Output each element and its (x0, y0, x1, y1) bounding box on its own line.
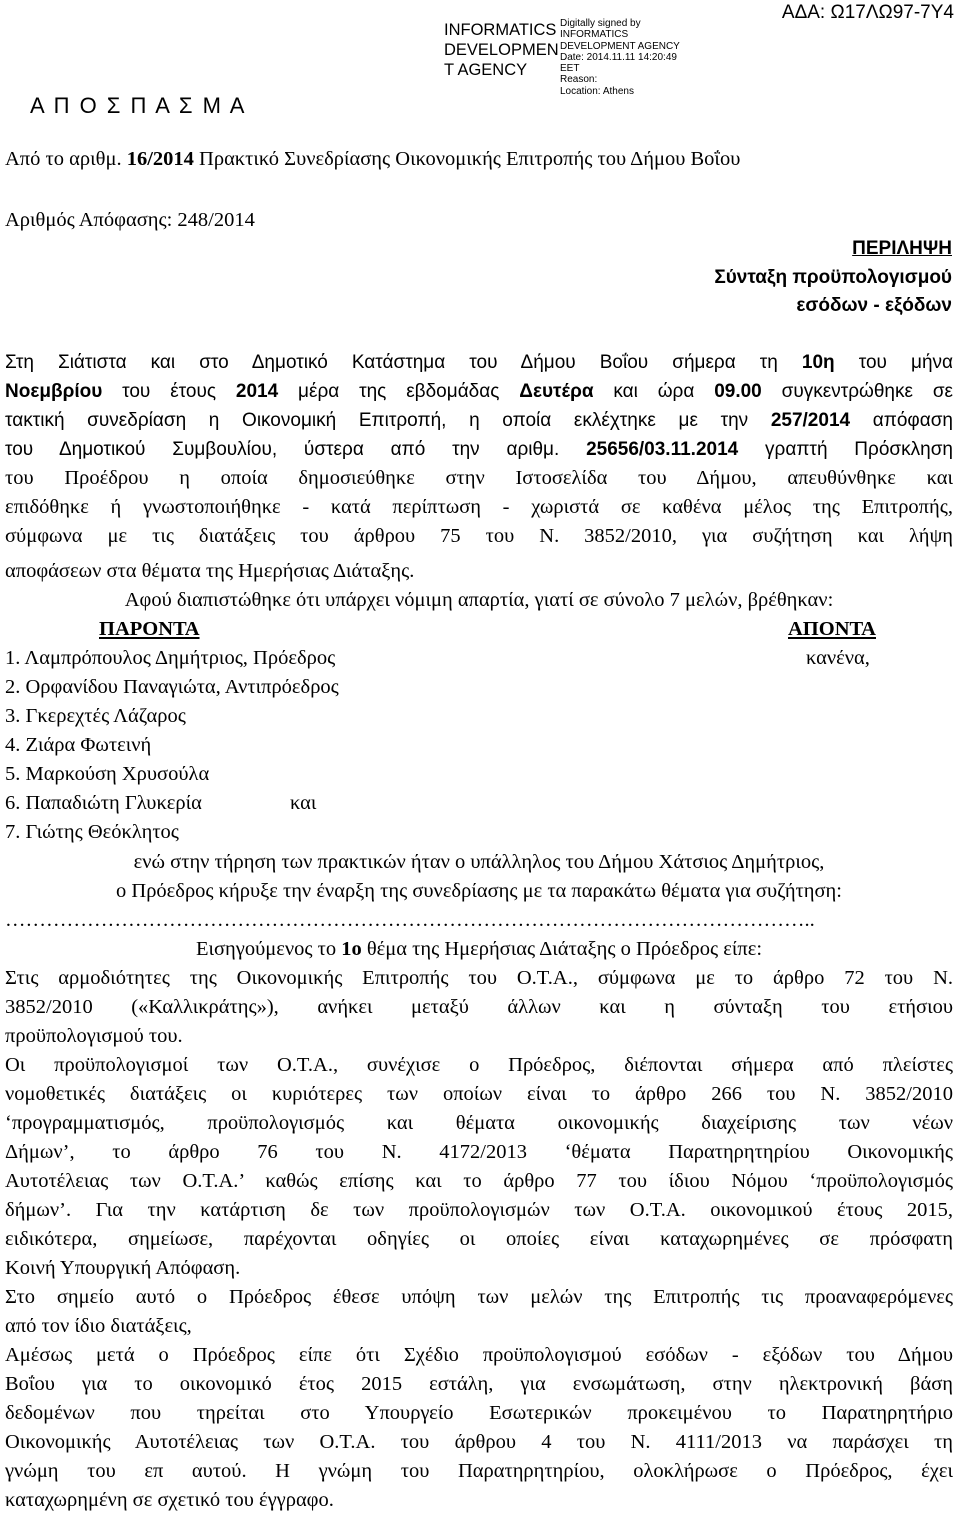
signature-detail-line: EET (560, 63, 580, 75)
and-word: και (290, 792, 317, 814)
summary-line-1: Σύνταξη προϋπολογισμού (714, 267, 952, 288)
intro-line-5: του Προέδρου η οποία δημοσιεύθηκε στην Ιστοσελίδα του Δήμου, απευθύνθηκε και (5, 467, 953, 489)
intro-decision-ref: 257/2014 (770, 410, 851, 431)
intro-line-8: αποφάσεων στα θέματα της Ημερήσιας Διάταξης. (5, 560, 415, 582)
intro-text: του Δημοτικού Συμβουλίου, ύστερα από την αριθμ. (5, 439, 587, 460)
intro-line-7: σύμφωνα με τις διατάξεις του άρθρου 75 του Ν. 3852/2010, για συζήτηση και λήψη (5, 525, 953, 547)
absent-label: ΑΠΟΝΤΑ (788, 618, 876, 640)
paragraph-line: νομοθετικές διατάξεις οι κυριότερες των οποίων είναι το άρθρο 266 του Ν. 3852/2010 (5, 1083, 953, 1105)
paragraph-line: ειδικότερα, σημείωσε, παρέχονται οδηγίες οι οποίες είναι καταχωρημένες σε πρόσφατη (5, 1228, 953, 1250)
minutes-number: 16/2014 (126, 148, 194, 170)
paragraph-line: Οικονομικής Αυτοτέλειας των Ο.Τ.Α. του άρθρου 4 του Ν. 4111/2013 να παράσχει τη (5, 1431, 953, 1453)
paragraph-line: Κοινή Υπουργική Απόφαση. (5, 1257, 241, 1279)
document-heading: Α Π Ο Σ Π Α Σ Μ Α (30, 93, 245, 118)
paragraph-line: Αυτοτέλειας των Ο.Τ.Α.’ καθώς επίσης και το άρθρο 77 του ίδιου Νόμου ‘προϋπολογισμός (5, 1170, 953, 1192)
from-number-line (5, 145, 953, 174)
member-row: 4. Ζιάρα Φωτεινή (5, 734, 152, 756)
intro-text: τακτική συνεδρίαση η Οικονομική Επιτροπή, η οποία εκλέχτηκε με την (5, 410, 771, 431)
topic-line (5, 935, 953, 964)
paragraph-line: 3852/2010 («Καλλικράτης»), ανήκει μεταξύ άλλων και η σύνταξη του ετήσιου (5, 996, 953, 1018)
intro-text: Στη Σιάτιστα και στο Δημοτικό Κατάστημα του Δήμου Βοΐου σήμερα τη (5, 352, 802, 373)
intro-text: γραπτή Πρόσκληση (738, 439, 953, 460)
member-row: 5. Μαρκούση Χρυσούλα (5, 763, 210, 785)
paragraph-line: από τον ίδιο διατάξεις, (5, 1315, 192, 1337)
dots-line: ……………………………………………………………………………………………………….. (5, 909, 815, 931)
signature-name-line: INFORMATICS (444, 21, 557, 39)
intro-year: 2014 (235, 381, 279, 402)
present-label: ΠΑΡΟΝΤΑ (99, 618, 200, 640)
intro-text: και ώρα (593, 381, 715, 402)
member-name: 6. Παπαδιώτη Γλυκερία (5, 792, 202, 814)
decision-line (5, 206, 953, 235)
decision-label: Αριθμός Απόφασης: (5, 209, 178, 231)
start-line: ο Πρόεδρος κήρυξε την έναρξη της συνεδρίασης με τα παρακάτω θέματα για συζήτηση: (116, 880, 842, 902)
signature-details (560, 18, 680, 97)
paragraph-line: γνώμη του επ αυτού. Η γνώμη του Παρατηρητηρίου, ολοκλήρωσε ο Πρόεδρος, έχει (5, 1460, 953, 1482)
topic-text: θέμα της Ημερήσιας Διάταξης ο Πρόεδρος είπε: (361, 938, 763, 960)
signature-detail-line: INFORMATICS (560, 29, 629, 41)
intro-line-6: επιδόθηκε ή γνωστοποιήθηκε - κατά περίπτωση - χωριστά σε καθένα μέλος της Επιτροπής, (5, 496, 953, 518)
intro-invitation-ref: 25656/03.11.2014 (586, 439, 739, 460)
member-row: 7. Γιώτης Θεόκλητος (5, 821, 179, 843)
ada-code: ΑΔΑ: Ω17ΛΩ97-7Υ4 (781, 2, 954, 23)
member-row: 2. Ορφανίδου Παναγιώτα, Αντιπρόεδρος (5, 676, 339, 698)
signature-name-line: T AGENCY (444, 61, 528, 79)
paragraph-line: δήμων’. Για την κατάρτιση δε των προϋπολογισμών των Ο.Τ.Α. οικονομικού έτους 2015, (5, 1199, 953, 1221)
intro-text: απόφαση (850, 410, 953, 431)
clerk-line: ενώ στην τήρηση των πρακτικών ήταν ο υπάλληλος του Δήμου Χάτσιος Δημήτριος, (133, 851, 825, 873)
intro-line-4 (5, 435, 953, 464)
intro-time: 09.00 (714, 381, 762, 402)
intro-line-1 (5, 348, 953, 377)
member-name: 1. Λαμπρόπουλος Δημήτριος, Πρόεδρος (5, 647, 336, 669)
paragraph-line: καταχωρημένη σε σχετικό του έγγραφο. (5, 1489, 334, 1511)
paragraph-line: Στις αρμοδιότητες της Οικονομικής Επιτροπής του Ο.Τ.Α., σύμφωνα με το άρθρο 72 του Ν. (5, 967, 953, 989)
signature-signer-name (444, 20, 559, 80)
summary-line-2: εσόδων - εξόδων (796, 295, 952, 316)
signature-detail-line: Date: 2014.11.11 14:20:49 (560, 51, 677, 63)
signature-detail-line: Reason: (560, 74, 598, 86)
from-rest: Πρακτικό Συνεδρίασης Οικονομικής Επιτροπής του Δήμου Βοΐου (193, 148, 741, 170)
decision-number: 248/2014 (177, 209, 255, 231)
paragraph-line: δεδομένων που τηρείται στο Υπουργείο Εσωτερικών προκειμένου το Παρατηρητήριο (5, 1402, 953, 1424)
summary-title (852, 234, 952, 263)
paragraph-line: Βοΐου για το οικονομικό έτος 2015 εστάλη, για ενσωμάτωση, στην ηλεκτρονική βάση (5, 1373, 953, 1395)
paragraph-line: Δήμων’, το άρθρο 76 του Ν. 4172/2013 ‘θέματα Παρατηρητηρίου Οικονομικής (5, 1141, 953, 1163)
topic-text: Εισηγούμενος το (195, 938, 342, 960)
intro-weekday: Δευτέρα (519, 381, 594, 402)
summary-title-text: ΠΕΡΙΛΗΨΗ (852, 238, 952, 259)
member-row: 3. Γκερεχτές Λάζαρος (5, 705, 186, 727)
absent-value: κανένα, (806, 647, 870, 669)
signature-detail-line: DEVELOPMENT AGENCY (560, 40, 680, 52)
from-prefix: Από το αριθμ. (5, 148, 127, 170)
intro-line-3 (5, 406, 953, 435)
signature-detail-line: Digitally signed by (560, 18, 641, 29)
paragraph-line: προϋπολογισμού του. (5, 1025, 183, 1047)
paragraph-line: Στο σημείο αυτό ο Πρόεδρος έθεσε υπόψη των μελών της Επιτροπής τις προαναφερόμενες (5, 1286, 953, 1308)
intro-text: του έτους (102, 381, 236, 402)
paragraph-line: ‘προγραμματισμός, προϋπολογισμός και θέματα οικονομικής διαχείρισης των νέων (5, 1112, 953, 1134)
intro-day: 10η (801, 352, 835, 373)
paragraph-line: Αμέσως μετά ο Πρόεδρος είπε ότι Σχέδιο προϋπολογισμού εσόδων - εξόδων του Δήμου (5, 1344, 953, 1366)
intro-month: Νοεμβρίου (5, 381, 103, 402)
topic-number: 1ο (341, 938, 362, 960)
signature-detail-line: Location: Athens (560, 85, 634, 97)
intro-text: συγκεντρώθηκε σε (761, 381, 953, 402)
signature-name-line: DEVELOPMEN (444, 41, 559, 59)
intro-text: του μήνα (834, 352, 953, 373)
paragraph-line: Οι προϋπολογισμοί των Ο.Τ.Α., συνέχισε ο Πρόεδρος, διέπονται σήμερα από πλείστες (5, 1054, 953, 1076)
quorum-line: Αφού διαπιστώθηκε ότι υπάρχει νόμιμη απαρτία, γιατί σε σύνολο 7 μελών, βρέθηκαν: (124, 589, 834, 611)
intro-text: μέρα της εβδομάδας (278, 381, 520, 402)
intro-line-2 (5, 377, 953, 406)
